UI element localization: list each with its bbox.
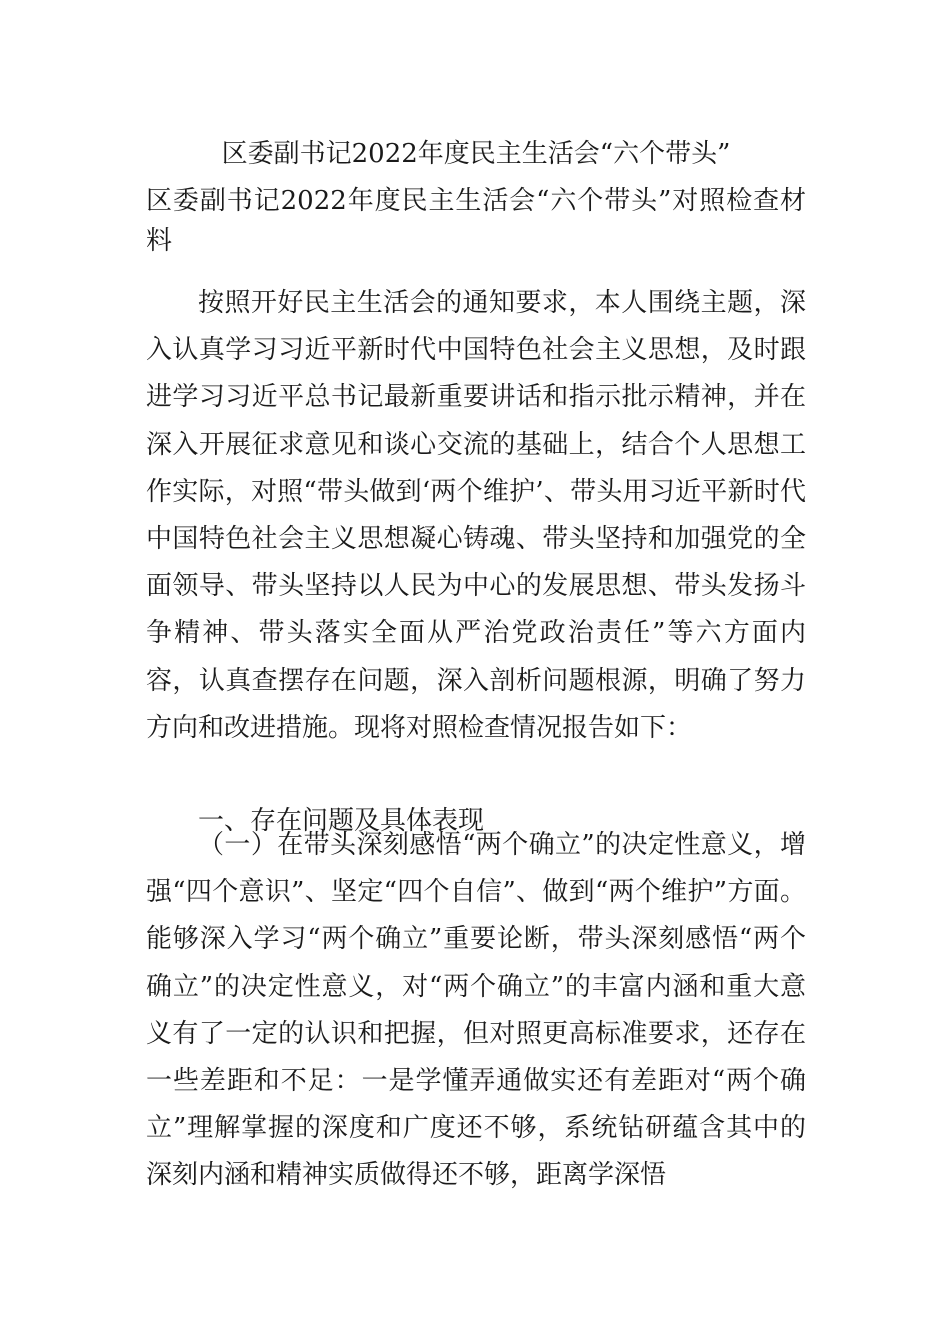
problem-paragraph: （一）在带头深刻感悟“两个确立”的决定性意义，增强“四个意识”、坚定“四个自信”、做到“两个维护”方面。能够深入学习“两个确立”重要论断，带头深刻感悟“两个确立”的决定性意义，对“两个确立”的丰富内涵和重大意义有了一定的认识和把握，但对照更高标准要求，还存在一些差距和不足：一是学懂弄通做实还有差距对“两个确立”理解掌握的深度和广度还不够，系统钻研蕴含其中的深刻内涵和精神实质做得还不够，距离学深悟 — [146, 830, 806, 1191]
document-title-short: 区委副书记2022年度民主生活会“六个带头” — [221, 139, 731, 169]
intro-paragraph: 按照开好民主生活会的通知要求，本人围绕主题，深入认真学习习近平新时代中国特色社会主义思想，及时跟进学习习近平总书记最新重要讲话和指示批示精神，并在深入开展征求意见和谈心交流的基础上，结合个人思想工作实际，对照“带头做到‘两个维护’、带头用习近平新时代中国特色社会主义思想凝心铸魂、带头坚持和加强党的全面领导、带头坚持以人民为中心的发展思想、带头发扬斗争精神、带头落实全面从严治党政治责任”等六方面内容，认真查摆存在问题，深入剖析问题根源，明确了努力方向和改进措施。现将对照检查情况报告如下： — [146, 288, 806, 743]
section-heading: 一、存在问题及具体表现 — [198, 806, 485, 836]
document-title-full: 区委副书记2022年度民主生活会“六个带头”对照检查材料 — [146, 186, 806, 256]
